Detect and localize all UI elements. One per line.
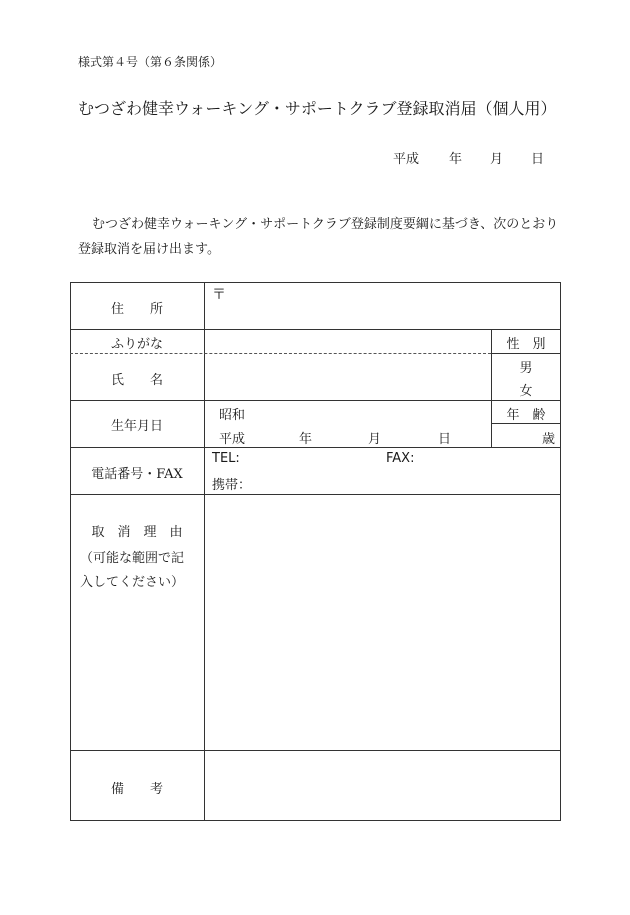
tel-label: TEL:: [212, 451, 240, 466]
address-label: 住 所: [110, 302, 163, 317]
furigana-field[interactable]: [205, 330, 491, 353]
remarks-field[interactable]: [205, 751, 560, 820]
name-field[interactable]: [205, 354, 491, 400]
reason-note-line1: （可能な範囲で記: [80, 551, 185, 566]
address-field[interactable]: [205, 283, 560, 329]
document-title: むつざわ健幸ウォーキング・サポートクラブ登録取消届（個人用）: [78, 99, 557, 118]
phone-label: 電話番号・FAX: [91, 467, 183, 482]
date-month: 月: [490, 152, 504, 167]
cancellation-form-table: [70, 282, 561, 821]
age-label: 年 齢: [506, 408, 546, 423]
fax-label: FAX:: [386, 451, 415, 466]
reason-field[interactable]: [205, 495, 560, 750]
form-number: 様式第４号（第６条関係）: [78, 55, 223, 69]
mobile-label: 携帯：: [212, 478, 252, 493]
birth-day-label: 日: [438, 432, 452, 447]
reason-note-line2: 入してください）: [80, 575, 185, 590]
remarks-label: 備 考: [110, 782, 163, 797]
age-unit: 歳: [542, 432, 556, 447]
gender-label: 性 別: [506, 337, 546, 352]
date-era: 平成: [393, 152, 420, 167]
birthdate-label: 生年月日: [110, 419, 163, 434]
furigana-label: ふりがな: [110, 337, 163, 352]
era-heisei[interactable]: 平成: [219, 432, 246, 447]
gender-male[interactable]: 男: [519, 361, 533, 376]
reason-label: 取 消 理 由: [91, 525, 183, 540]
name-label: 氏 名: [110, 373, 163, 388]
birth-month-label: 月: [368, 432, 382, 447]
date-day: 日: [531, 152, 545, 167]
intro-paragraph: むつざわ健幸ウォーキング・サポートクラブ登録制度要綱に基づき、次のとおり登録取消を届け出ます。: [78, 217, 559, 257]
date-year: 年: [449, 152, 463, 167]
era-showa[interactable]: 昭和: [219, 408, 246, 423]
birth-year-label: 年: [299, 432, 313, 447]
postal-mark: 〒: [212, 287, 226, 303]
gender-female[interactable]: 女: [519, 384, 533, 399]
